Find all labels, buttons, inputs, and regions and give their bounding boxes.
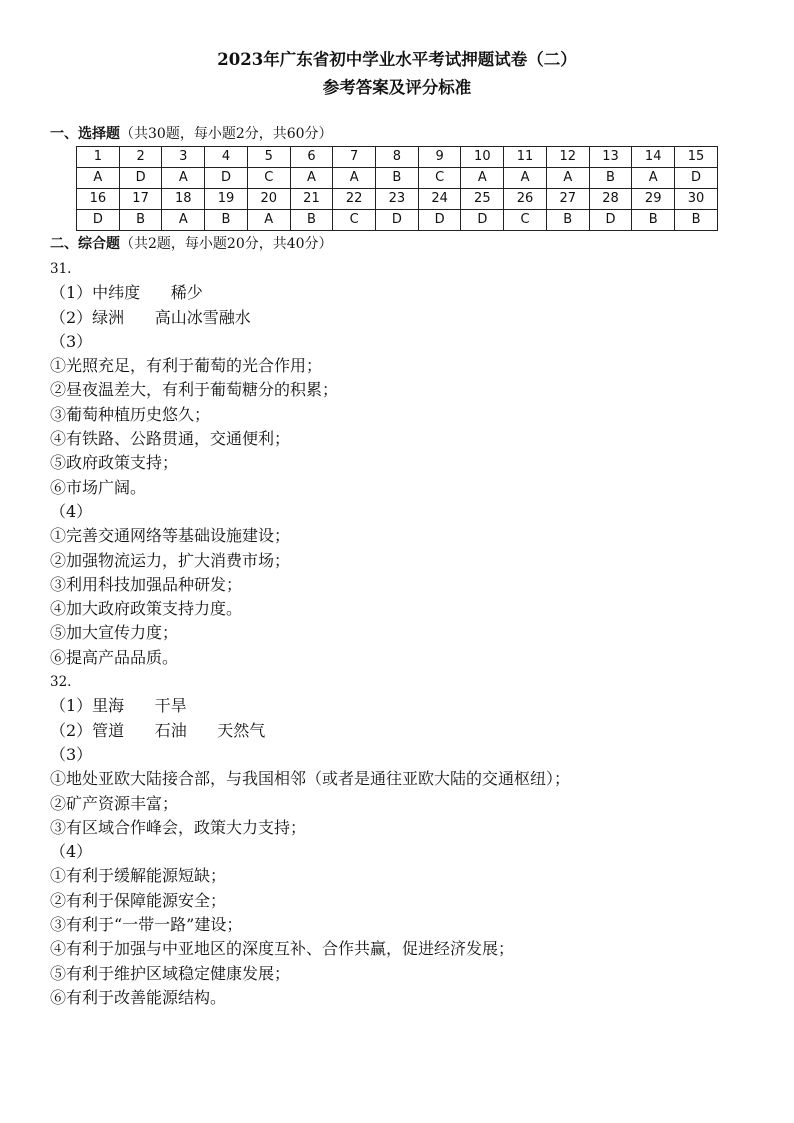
answer-line: ①地处亚欧大陆接合部，与我国相邻（或者是通往亚欧大陆的交通枢纽）；: [50, 769, 571, 789]
answer-line: ⑤加大宣传力度；: [50, 623, 179, 643]
answer-line: ⑥有利于改善能源结构。: [50, 987, 227, 1007]
table-cell: C: [247, 168, 290, 189]
table-cell: 29: [632, 189, 675, 210]
table-cell: A: [162, 168, 205, 189]
answer-line: ②加强物流运力，扩大消费市场；: [50, 550, 291, 570]
table-cell: B: [205, 210, 248, 231]
answer-line: ④有铁路、公路贯通，交通便利；: [50, 429, 291, 449]
answer-line: ⑤政府政策支持；: [50, 453, 179, 473]
answer-line: ③有利于“一带一路”建设；: [50, 915, 243, 935]
table-cell: 13: [589, 147, 632, 168]
table-cell: A: [546, 168, 589, 189]
table-cell: 22: [333, 189, 376, 210]
table-cell: A: [632, 168, 675, 189]
answer-line: ③利用科技加强品种研发；: [50, 574, 243, 594]
exam-title: 2023年广东省初中学业水平考试押题试卷（二）: [217, 50, 577, 69]
table-cell: 17: [119, 189, 162, 210]
answer-line: 31.: [50, 261, 72, 277]
answer-line: ⑥市场广阔。: [50, 477, 147, 497]
table-cell: C: [333, 210, 376, 231]
table-cell: D: [376, 210, 419, 231]
table-cell: D: [77, 210, 120, 231]
table-cell: 14: [632, 147, 675, 168]
table-cell: 2: [119, 147, 162, 168]
section2-label: 二、综合题: [50, 236, 120, 252]
answer-line: ④有利于加强与中亚地区的深度互补、合作共赢，促进经济发展；: [50, 939, 515, 959]
table-cell: A: [333, 168, 376, 189]
table-cell: B: [589, 168, 632, 189]
table-cell: 24: [418, 189, 461, 210]
table-cell: 15: [675, 147, 718, 168]
table-cell: 6: [290, 147, 333, 168]
table-cell: D: [418, 210, 461, 231]
section2-desc: （共2题，每小题20分，共40分）: [120, 236, 333, 252]
table-cell: A: [247, 210, 290, 231]
section1-heading: [50, 124, 333, 144]
section1-desc: （共30题，每小题2分，共60分）: [120, 126, 333, 142]
table-cell: D: [205, 168, 248, 189]
answer-line: ②昼夜温差大，有利于葡萄糖分的积累；: [50, 380, 339, 400]
table-cell: 10: [461, 147, 504, 168]
table-cell: 21: [290, 189, 333, 210]
table-cell: D: [589, 210, 632, 231]
answer-line: ④加大政府政策支持力度。: [50, 599, 243, 619]
table-row: [77, 210, 718, 231]
table-cell: 27: [546, 189, 589, 210]
table-cell: A: [162, 210, 205, 231]
answer-table: [76, 146, 718, 231]
table-cell: A: [77, 168, 120, 189]
table-cell: 25: [461, 189, 504, 210]
answer-line: ⑥提高产品品质。: [50, 647, 179, 667]
answer-line: （1）里海 干旱: [50, 696, 187, 716]
table-cell: 20: [247, 189, 290, 210]
table-cell: 12: [546, 147, 589, 168]
table-cell: D: [119, 168, 162, 189]
table-cell: B: [546, 210, 589, 231]
table-cell: D: [675, 168, 718, 189]
table-cell: 26: [504, 189, 547, 210]
table-row: [77, 147, 718, 168]
answer-line: ①光照充足，有利于葡萄的光合作用；: [50, 356, 323, 376]
table-cell: 19: [205, 189, 248, 210]
table-cell: 18: [162, 189, 205, 210]
table-cell: B: [376, 168, 419, 189]
table-row: [77, 189, 718, 210]
table-cell: 16: [77, 189, 120, 210]
answer-line: （4）: [50, 842, 93, 862]
answer-line: （3）: [50, 744, 93, 764]
answer-line: （1）中纬度 稀少: [50, 283, 203, 303]
table-cell: 8: [376, 147, 419, 168]
table-cell: 11: [504, 147, 547, 168]
table-cell: 5: [247, 147, 290, 168]
table-cell: B: [290, 210, 333, 231]
answer-line: 32.: [50, 674, 72, 691]
section2-heading: [50, 234, 333, 254]
table-cell: 1: [77, 147, 120, 168]
table-cell: A: [504, 168, 547, 189]
answer-content: [50, 257, 750, 1010]
answer-line: （2）绿洲 高山冰雪融水: [50, 307, 251, 327]
answer-line: ③葡萄种植历史悠久；: [50, 404, 211, 424]
table-cell: C: [504, 210, 547, 231]
table-cell: 3: [162, 147, 205, 168]
table-cell: A: [461, 168, 504, 189]
table-cell: A: [290, 168, 333, 189]
answer-line: （4）: [50, 501, 93, 521]
answer-line: ①有利于缓解能源短缺；: [50, 866, 227, 886]
answer-line: （2）管道 石油 天然气: [50, 720, 266, 740]
table-cell: 7: [333, 147, 376, 168]
table-cell: B: [675, 210, 718, 231]
table-cell: D: [461, 210, 504, 231]
answer-line: ②有利于保障能源安全；: [50, 890, 227, 910]
table-cell: 30: [675, 189, 718, 210]
table-row: [77, 168, 718, 189]
table-cell: B: [632, 210, 675, 231]
section1-label: 一、选择题: [50, 126, 120, 142]
table-cell: 4: [205, 147, 248, 168]
exam-subtitle: 参考答案及评分标准: [322, 78, 472, 97]
table-cell: 28: [589, 189, 632, 210]
table-cell: 23: [376, 189, 419, 210]
answer-line: ①完善交通网络等基础设施建设；: [50, 526, 291, 546]
answer-line: ⑤有利于维护区域稳定健康发展；: [50, 963, 291, 983]
table-cell: 9: [418, 147, 461, 168]
table-cell: B: [119, 210, 162, 231]
table-cell: C: [418, 168, 461, 189]
answer-line: （3）: [50, 331, 93, 351]
answer-line: ②矿产资源丰富；: [50, 793, 179, 813]
answer-line: ③有区域合作峰会，政策大力支持；: [50, 817, 307, 837]
